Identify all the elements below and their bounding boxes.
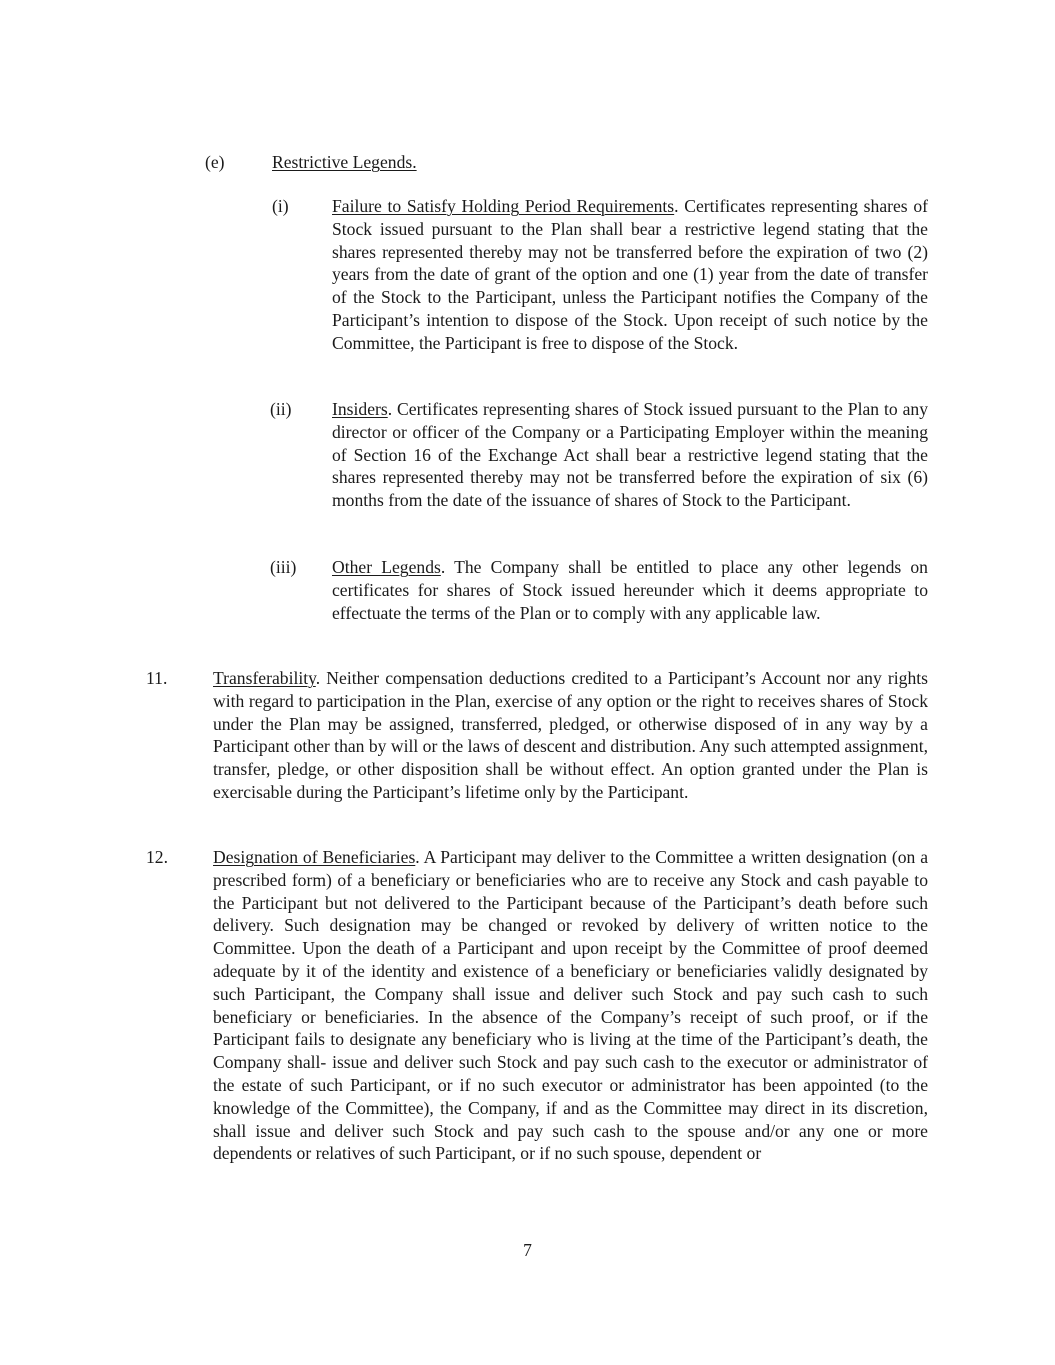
item-ii-label: (ii) — [270, 399, 292, 419]
item-iii-paragraph — [332, 556, 928, 624]
section-e-heading — [272, 151, 772, 174]
section-12-label: 12. — [146, 847, 168, 867]
item-iii-label: (iii) — [270, 557, 297, 577]
item-ii-body: . Certificates representing shares of Stock issued pursuant to the Plan to any director or officer of the Company or a Participating Employer within the meaning of Section 16 of the Exchange Act shall bear a restrictive legend stating that the shares represented thereby may not be transferred before the expiration of six (6) months from the date of the issuance of shares of Stock to the Participant. — [332, 399, 928, 511]
item-i-body: . Certificates representing shares of Stock issued pursuant to the Plan shall bear a restrictive legend stating that the shares represented thereby may not be transferred before the expiration of two (2) years from the date of grant of the option and one (1) year from the date of transfer of the Stock to the Participant, unless the Participant notifies the Company of the Participant’s intention to dispose of the Stock. Upon receipt of such notice by the Committee, the Participant is free to dispose of the Stock. — [332, 196, 928, 353]
item-ii-paragraph — [332, 398, 928, 512]
section-11-heading: Transferability — [213, 668, 316, 688]
item-i-heading: Failure to Satisfy Holding Period Requirements — [332, 196, 675, 216]
section-11-body: . Neither compensation deductions credited to a Participant’s Account nor any rights with regard to participation in the Plan, exercise of any option or the right to receives shares of Stock under the Plan may be assigned, transferred, pledged, or otherwise disposed of in any way by a Participant other than by will or the laws of descent and distribution. Any such attempted assignment, transfer, pledge, or other disposition shall be without effect. An option granted under the Plan is exercisable during the Participant’s lifetime only by the Participant. — [213, 668, 928, 802]
section-e-label: (e) — [205, 152, 225, 172]
item-iii-heading: Other Legends — [332, 557, 441, 577]
page-number: 7 — [523, 1240, 532, 1260]
section-12-heading: Designation of Beneficiaries — [213, 847, 416, 867]
item-iii-body: . The Company shall be entitled to place any other legends on certificates for shares of Stock issued hereunder which it deems appropriate to effectuate the terms of the Plan or to comply with any applicable law. — [332, 557, 928, 623]
section-12-paragraph — [213, 846, 928, 1165]
item-i-paragraph — [332, 195, 928, 355]
section-e-heading-text: Restrictive Legends. — [272, 152, 417, 172]
section-11-paragraph — [213, 667, 928, 804]
section-12-body: . A Participant may deliver to the Committee a written designation (on a prescribed form) of a beneficiary or beneficiaries who are to receive any Stock and cash payable to the Participant but not delivered to the Participant because of the Participant’s death before such delivery. Such designation may be changed or revoked by delivery of written notice to the Committee. Upon the death of a Participant and upon receipt by the Committee of proof deemed adequate by it of the identity and existence of a beneficiary or beneficiaries validly designated by such Participant, the Company shall issue and deliver such Stock and pay such cash to such beneficiary or beneficiaries. In the absence of the Company’s receipt of such proof, or if the Participant fails to designate any beneficiary who is living at the time of the Participant’s death, the Company shall- issue and deliver such Stock and pay such cash to the executor or administrator of the estate of such Participant, or if no such executor or administrator has been appointed (to the knowledge of the Committee), the Company, if and as the Committee may direct in its discretion, shall issue and deliver such Stock and pay such cash to the spouse and/or any one or more dependents or relatives of such Participant, or if no such spouse, dependent or — [213, 847, 929, 1164]
section-11-label: 11. — [146, 668, 168, 688]
item-i-label: (i) — [272, 196, 289, 216]
item-ii-heading: Insiders — [332, 399, 388, 419]
